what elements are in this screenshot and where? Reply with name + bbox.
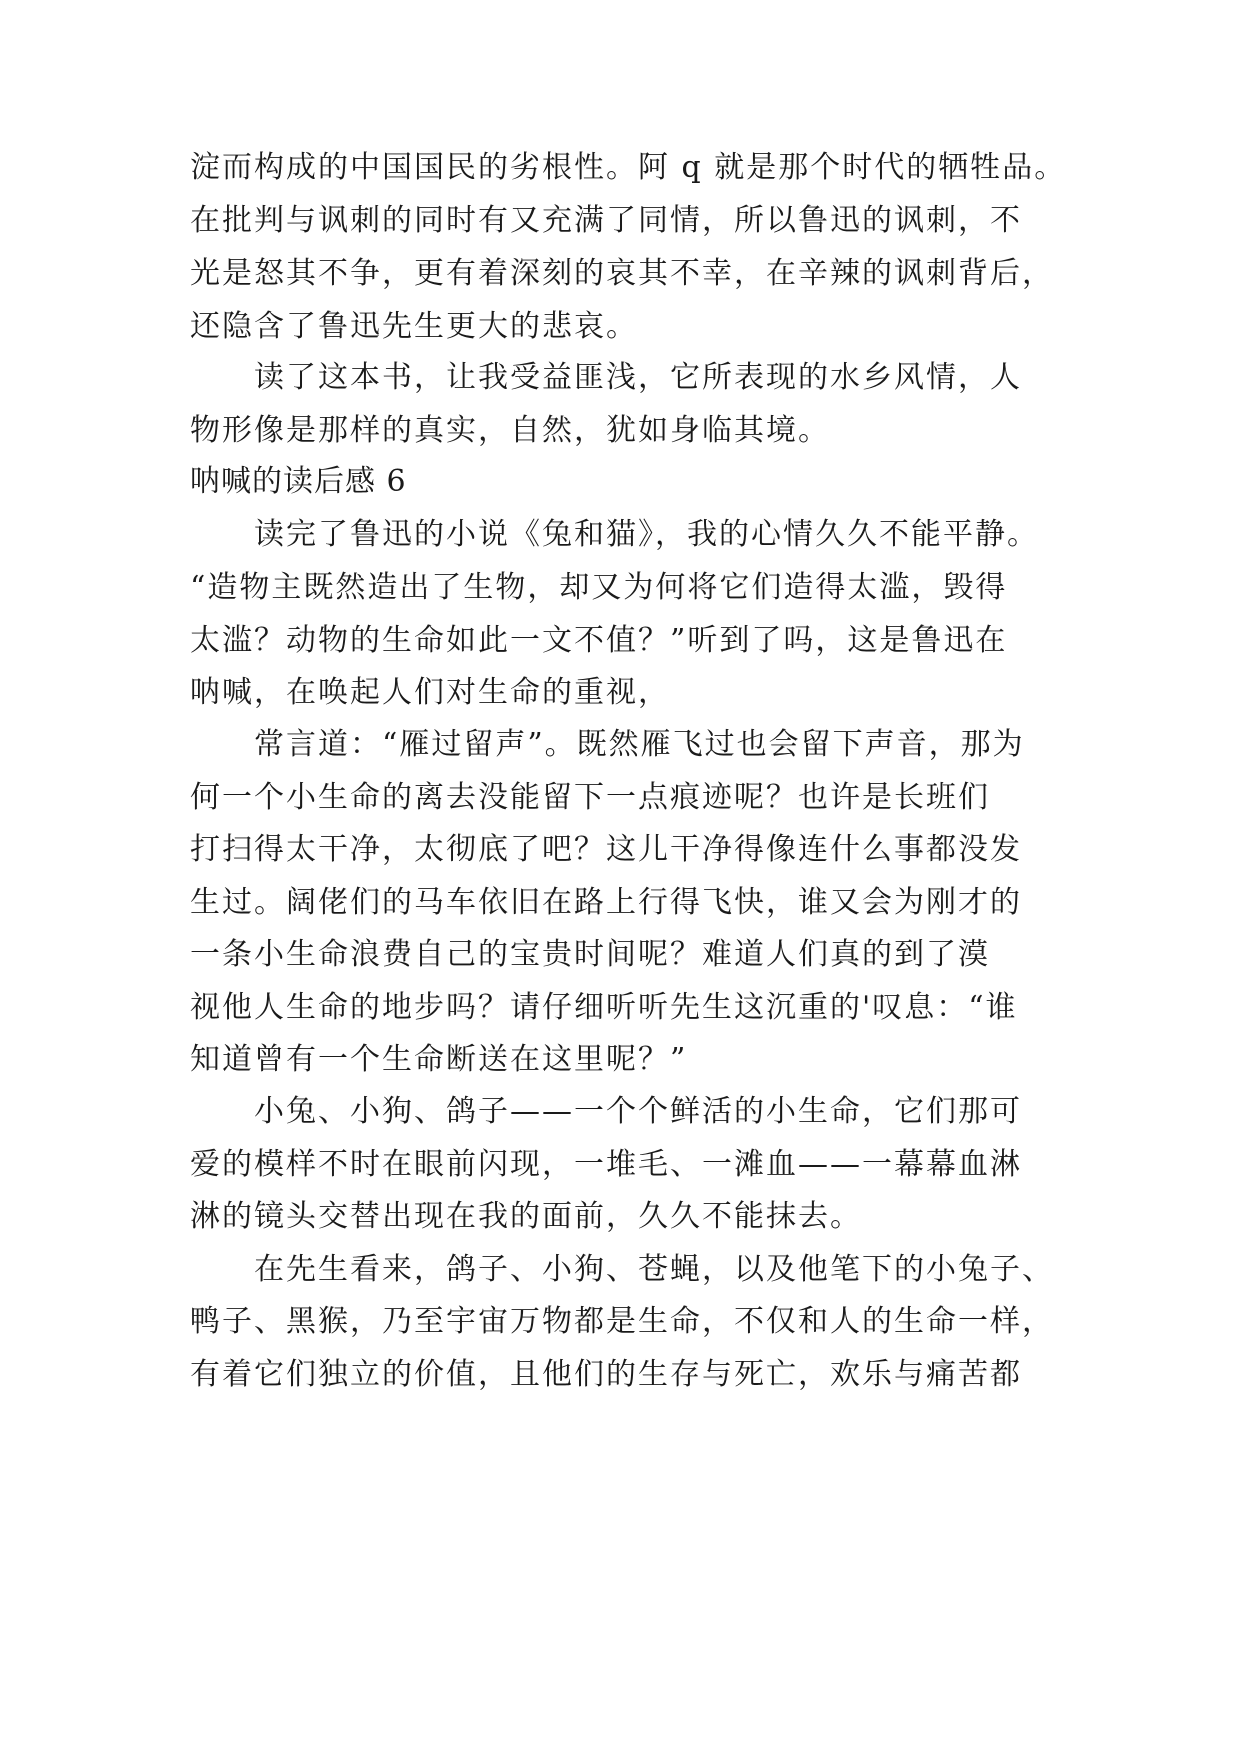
text-line: 有着它们独立的价值，且他们的生存与死亡，欢乐与痛苦都 bbox=[190, 1357, 1022, 1392]
text-line: 爱的模样不时在眼前闪现，一堆毛、一滩血——一幕幕血淋 bbox=[190, 1147, 1022, 1182]
section-heading: 呐喊的读后感 6 bbox=[190, 464, 407, 499]
text-line: 一条小生命浪费自己的宝贵时间呢？难道人们真的到了漠 bbox=[190, 937, 990, 972]
text-line: 淀而构成的中国国民的劣根性。阿 q 就是那个时代的牺牲品。 bbox=[190, 150, 1067, 185]
text-line: 生过。阔佬们的马车依旧在路上行得飞快，谁又会为刚才的 bbox=[190, 885, 1022, 920]
paragraph-first-line: 读完了鲁迅的小说《兔和猫》，我的心情久久不能平静。 bbox=[254, 517, 1039, 552]
text-line: 在批判与讽刺的同时有又充满了同情，所以鲁迅的讽刺，不 bbox=[190, 203, 1022, 238]
paragraph-first-line: 读了这本书，让我受益匪浅，它所表现的水乡风情，人 bbox=[254, 360, 1022, 395]
paragraph-first-line: 小兔、小狗、鸽子——一个个鲜活的小生命，它们那可 bbox=[254, 1094, 1022, 1129]
text-line: 还隐含了鲁迅先生更大的悲哀。 bbox=[190, 309, 638, 344]
paragraph-first-line: 常言道：“雁过留声”。既然雁飞过也会留下声音，那为 bbox=[254, 727, 1025, 762]
text-line: 知道曾有一个生命断送在这里呢？” bbox=[190, 1042, 688, 1077]
text-line: 鸭子、黑猴，乃至宇宙万物都是生命，不仅和人的生命一样， bbox=[190, 1304, 1054, 1339]
text-line: “造物主既然造出了生物，却又为何将它们造得太滥，毁得 bbox=[190, 570, 1008, 605]
text-line: 淋的镜头交替出现在我的面前，久久不能抹去。 bbox=[190, 1199, 862, 1234]
text-line: 物形像是那样的真实，自然，犹如身临其境。 bbox=[190, 413, 830, 448]
text-line: 打扫得太干净，太彻底了吧？这儿干净得像连什么事都没发 bbox=[190, 832, 1022, 867]
text-line: 太滥？动物的生命如此一文不值？”听到了吗，这是鲁迅在 bbox=[190, 623, 1008, 658]
text-line: 呐喊，在唤起人们对生命的重视， bbox=[190, 675, 670, 710]
text-line: 光是怒其不争，更有着深刻的哀其不幸，在辛辣的讽刺背后， bbox=[190, 256, 1054, 291]
text-line: 视他人生命的地步吗？请仔细听听先生这沉重的'叹息：“谁 bbox=[190, 990, 1018, 1025]
paragraph-first-line: 在先生看来，鸽子、小狗、苍蝇，以及他笔下的小兔子、 bbox=[254, 1252, 1054, 1287]
text-line: 何一个小生命的离去没能留下一点痕迹呢？也许是长班们 bbox=[190, 780, 990, 815]
